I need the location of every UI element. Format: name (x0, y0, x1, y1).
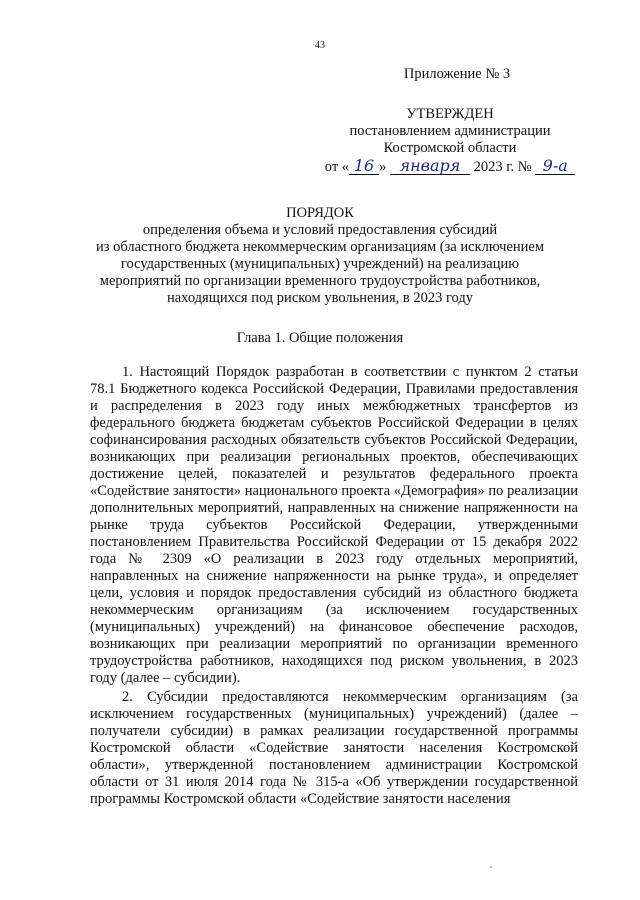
approved-by-line2: Костромской области (383, 140, 517, 156)
date-prefix: от « (324, 159, 350, 175)
handwritten-month: января (390, 157, 470, 175)
title-heading: ПОРЯДОК (286, 205, 354, 221)
date-year: 2023 г. № (473, 159, 532, 175)
appendix-label: Приложение № 3 (403, 66, 511, 82)
paragraph-2: 2. Субсидии предоставляются некоммерческим организациям (за исключением государственных (муниципальных) учреждений) (далее – получатели субсидии) в рамках реализации государственной программы Костромской области «Содействие занятости населения Костромской области», утвержденной постановлением администрации Костромской области от 31 июля 2014 года № 315-а «Об утверждении государственной программы Костромской области «Содействие занятости населения (90, 689, 578, 807)
approval-date-line (300, 157, 600, 176)
handwritten-day: 16 (349, 157, 379, 175)
chapter-title: Глава 1. Общие положения (236, 330, 404, 346)
title-line: государственных (муниципальных) учреждений) на реализацию (120, 256, 520, 272)
body-text (90, 364, 578, 810)
title-line: определения объема и условий предоставления субсидий (142, 222, 498, 238)
title-line: мероприятий по организации временного трудоустройства работников, (99, 273, 541, 289)
page-number: 43 (315, 40, 325, 51)
date-mid: » (379, 159, 387, 175)
title-line: из областного бюджета некоммерческим организациям (за исключением (95, 239, 545, 255)
title-line: находящихся под риском увольнения, в 2023 году (166, 290, 474, 306)
handwritten-number: 9-а (535, 157, 575, 175)
approval-stamp (300, 66, 600, 176)
approved-label: УТВЕРЖДЕН (406, 106, 494, 122)
paragraph-1: 1. Настоящий Порядок разработан в соответствии с пунктом 2 статьи 78.1 Бюджетного кодекса Российской Федерации, Правилами предоставления и распределения в 2023 году иных межбюджетных трансфертов из федерального бюджета бюджетам субъектов Российской Федерации в целях софинансирования расходных обязательств субъектов Российской Федерации, возникающих при реализации региональных проектов, обеспечивающих достижение целей, показателей и результатов федерального проекта «Содействие занятости» национального проекта «Демография» по реализации дополнительных мероприятий, направленных на снижение напряженности на рынке труда субъектов Российской Федерации, утвержденными постановлением Правительства Российской Федерации от 15 декабря 2022 года № 2309 «О реализации в 2023 году отдельных мероприятий, направленных на снижение напряженности на рынке труда», и определяет цели, условия и порядок предоставления субсидий из областного бюджета некоммерческим организациям (за исключением государственных (муниципальных) учреждений) на финансовое обеспечение расходов, возникающих при реализации мероприятий по организации временного трудоустройства работников, находящихся под риском увольнения, в 2023 году (далее – субсидии). (90, 364, 578, 686)
approved-by-line1: постановлением администрации (349, 123, 551, 139)
document-title (80, 205, 560, 307)
scan-speck (490, 866, 492, 868)
